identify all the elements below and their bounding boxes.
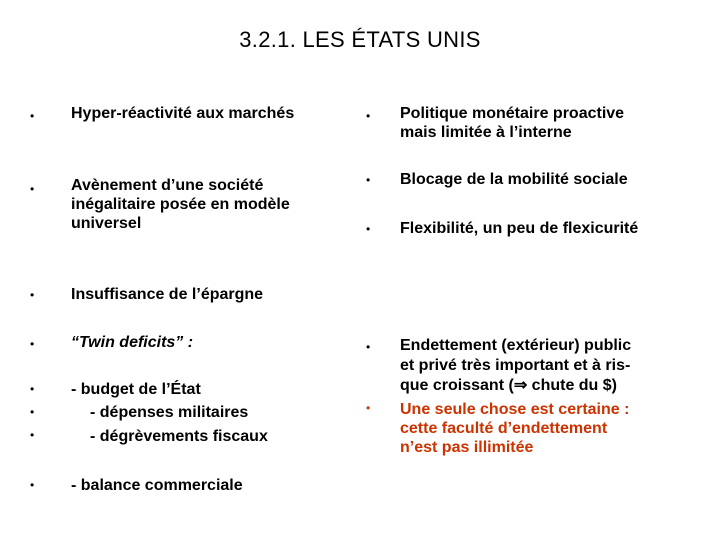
right-item-flexibility: Flexibilité, un peu de flexicurité xyxy=(400,220,639,237)
bullet-icon: • xyxy=(30,182,35,196)
bullet-icon: • xyxy=(366,340,371,354)
left-item-military: - dépenses militaires xyxy=(90,404,249,421)
left-item-society-line3: universel xyxy=(71,215,142,232)
right-item-certain-line3: n’est pas illimitée xyxy=(400,439,534,456)
bullet-icon: • xyxy=(366,173,371,187)
left-item-tax-relief: - dégrèvements fiscaux xyxy=(90,428,268,445)
debt-line3-start: que croissant ( xyxy=(400,377,514,394)
bullet-icon: • xyxy=(30,288,35,302)
left-item-society-line2: inégalitaire posée en modèle xyxy=(71,196,290,213)
debt-line3-end: chute du $) xyxy=(527,377,617,394)
left-item-trade-balance: - balance commerciale xyxy=(71,477,243,494)
bullet-icon: • xyxy=(30,337,35,351)
slide-title: 3.2.1. LES ÉTATS UNIS xyxy=(239,27,481,52)
bullet-icon: • xyxy=(366,222,371,236)
bullet-icon: • xyxy=(30,428,35,442)
right-item-debt-line3 xyxy=(400,376,617,396)
left-item-society-line1: Avènement d’une société xyxy=(71,177,264,194)
left-item-budget: - budget de l’État xyxy=(71,381,201,398)
implies-arrow-icon: ⇒ xyxy=(513,377,528,394)
right-item-mobility: Blocage de la mobilité sociale xyxy=(400,171,628,188)
right-item-monetary-line1: Politique monétaire proactive xyxy=(400,105,625,122)
left-item-savings: Insuffisance de l’épargne xyxy=(71,286,264,303)
bullet-icon: • xyxy=(30,405,35,419)
right-item-certain-line1: Une seule chose est certaine : xyxy=(400,401,630,418)
bullet-icon: • xyxy=(30,478,35,492)
bullet-icon: • xyxy=(30,109,35,123)
right-item-debt-line1: Endettement (extérieur) public xyxy=(400,337,632,354)
right-item-certain-line2: cette faculté d’endettement xyxy=(400,420,608,437)
left-item-reactivity: Hyper-réactivité aux marchés xyxy=(71,105,295,122)
right-item-monetary-line2: mais limitée à l’interne xyxy=(400,124,572,141)
bullet-icon: • xyxy=(366,109,371,123)
right-item-debt-line2: et privé très important et à ris- xyxy=(400,357,631,374)
left-item-twin-deficits: “Twin deficits” : xyxy=(71,334,194,351)
bullet-icon: • xyxy=(366,401,371,415)
bullet-icon: • xyxy=(30,382,35,396)
